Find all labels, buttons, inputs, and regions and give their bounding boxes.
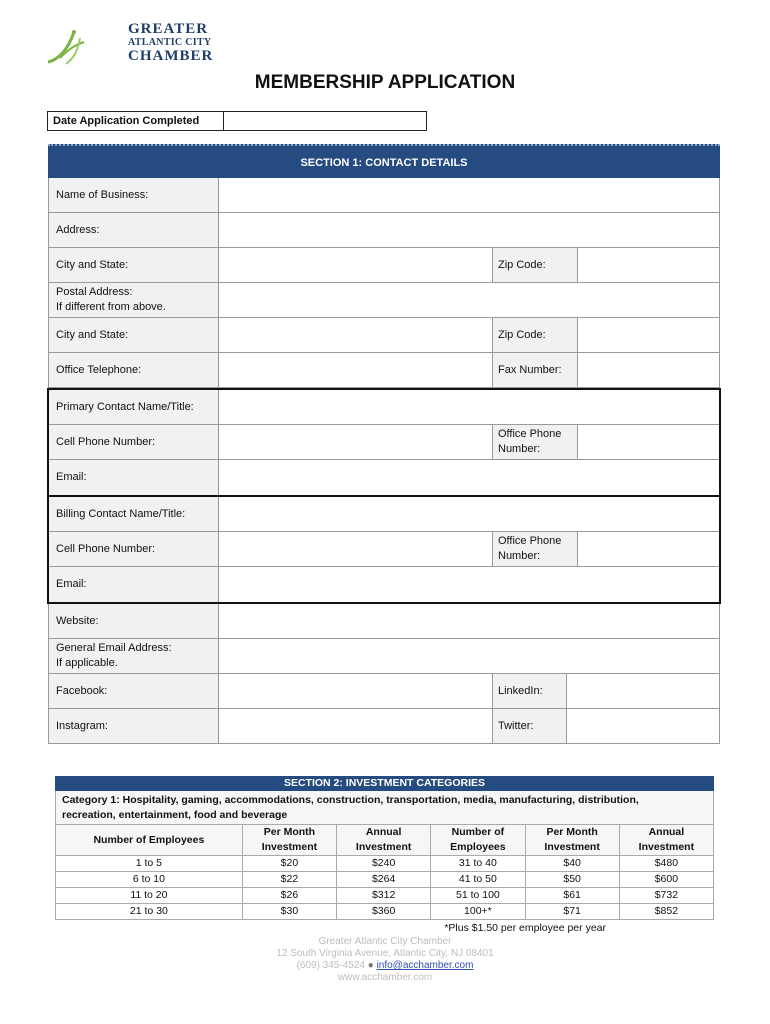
city-state-row — [48, 248, 720, 283]
zip-code-label: Zip Code: — [492, 248, 578, 282]
billing-email-label: Email: — [49, 567, 219, 602]
investment-table — [55, 824, 714, 920]
footer-website[interactable]: www.acchamber.com — [337, 972, 433, 983]
header-annual-2: Annual Investment — [619, 825, 713, 856]
billing-cell-input[interactable] — [219, 532, 492, 566]
chamber-logo — [44, 22, 214, 68]
instagram-row — [48, 709, 720, 744]
facebook-input[interactable] — [219, 674, 492, 708]
cell-annual: $312 — [337, 888, 431, 904]
cell-annual-2: $852 — [619, 904, 713, 920]
fax-number-input[interactable] — [578, 353, 719, 387]
investment-header-row — [56, 825, 714, 856]
header-number-of-employees: Number of Employees — [431, 825, 525, 856]
general-email-row — [48, 639, 720, 674]
primary-contact-row — [49, 390, 719, 425]
linkedin-input[interactable] — [567, 674, 719, 708]
cell-employees: 21 to 30 — [56, 904, 243, 920]
table-row — [56, 872, 714, 888]
investment-note: *Plus $1.50 per employee per year — [444, 922, 606, 934]
twitter-input[interactable] — [567, 709, 719, 743]
general-email-line1: General Email Address: — [56, 642, 172, 654]
billing-cell-label: Cell Phone Number: — [49, 532, 219, 566]
footer-phone: (609) 345-4524 — [296, 960, 365, 971]
cell-month: $20 — [242, 856, 336, 872]
section1-heading: SECTION 1: CONTACT DETAILS — [48, 144, 720, 178]
office-telephone-label: Office Telephone: — [49, 353, 219, 387]
cell-employees: 11 to 20 — [56, 888, 243, 904]
date-completed-label: Date Application Completed — [48, 112, 224, 130]
logo-text — [128, 22, 213, 64]
cell-employees-2: 41 to 50 — [431, 872, 525, 888]
fax-number-label: Fax Number: — [492, 353, 578, 387]
billing-office-phone-line2: Number: — [498, 550, 541, 562]
postal-zip-code-label: Zip Code: — [492, 318, 578, 352]
cell-annual-2: $732 — [619, 888, 713, 904]
cell-month: $22 — [242, 872, 336, 888]
postal-city-state-label: City and State: — [49, 318, 219, 352]
primary-email-input[interactable] — [219, 460, 719, 495]
office-telephone-input[interactable] — [219, 353, 492, 387]
cell-month-2: $61 — [525, 888, 619, 904]
primary-cell-label: Cell Phone Number: — [49, 425, 219, 459]
business-name-input[interactable] — [219, 178, 719, 212]
postal-address-label-line2: If different from above. — [56, 301, 166, 313]
cell-month-2: $40 — [525, 856, 619, 872]
category-line2: recreation, entertainment, food and beverage — [62, 809, 288, 821]
primary-contact-input[interactable] — [219, 390, 719, 424]
section2-heading: SECTION 2: INVESTMENT CATEGORIES — [55, 776, 714, 791]
billing-contact-label: Billing Contact Name/Title: — [49, 497, 219, 531]
logo-line-3: CHAMBER — [128, 48, 214, 64]
table-row — [56, 856, 714, 872]
billing-office-phone-input[interactable] — [578, 532, 719, 566]
primary-contact-label: Primary Contact Name/Title: — [49, 390, 219, 424]
table-row — [56, 904, 714, 920]
date-completed-input[interactable] — [224, 112, 426, 130]
billing-cell-row — [49, 532, 719, 567]
footer-email-link[interactable]: info@acchamber.com — [376, 960, 474, 971]
footer — [0, 936, 770, 984]
cell-month-2: $71 — [525, 904, 619, 920]
table-row — [56, 888, 714, 904]
cell-annual-2: $600 — [619, 872, 713, 888]
primary-contact-block — [47, 388, 721, 497]
cell-annual: $240 — [337, 856, 431, 872]
linkedin-label: LinkedIn: — [492, 674, 567, 708]
business-name-row — [48, 178, 720, 213]
cell-annual-2: $480 — [619, 856, 713, 872]
footer-contact-line — [0, 960, 770, 972]
billing-contact-block — [47, 497, 721, 604]
instagram-label: Instagram: — [49, 709, 219, 743]
postal-address-input[interactable] — [219, 283, 719, 317]
general-email-line2: If applicable. — [56, 657, 118, 669]
logo-line-2: ATLANTIC CITY — [128, 37, 212, 48]
postal-city-state-input[interactable] — [219, 318, 492, 352]
twitter-label: Twitter: — [492, 709, 567, 743]
primary-office-phone-input[interactable] — [578, 425, 719, 459]
primary-email-label: Email: — [49, 460, 219, 495]
cell-month-2: $50 — [525, 872, 619, 888]
website-label: Website: — [49, 604, 219, 638]
general-email-label — [49, 639, 219, 673]
footer-address: 12 South Virginia Avenue, Atlantic City, NJ 08401 — [276, 948, 494, 959]
cell-month: $30 — [242, 904, 336, 920]
cell-annual: $264 — [337, 872, 431, 888]
facebook-label: Facebook: — [49, 674, 219, 708]
primary-office-phone-line2: Number: — [498, 443, 541, 455]
bullet-icon: ● — [367, 960, 374, 971]
postal-address-row — [48, 283, 720, 318]
footer-org-name: Greater Atlantic City Chamber — [318, 936, 452, 947]
investment-section — [55, 776, 714, 934]
header-annual: Annual Investment — [337, 825, 431, 856]
primary-office-phone-label — [492, 425, 578, 459]
website-row — [48, 604, 720, 639]
city-state-input[interactable] — [219, 248, 492, 282]
billing-email-input[interactable] — [219, 567, 719, 602]
contact-details-form — [48, 144, 720, 744]
postal-address-label — [49, 283, 219, 317]
postal-address-label-line1: Postal Address: — [56, 286, 133, 298]
primary-email-row — [49, 460, 719, 495]
primary-office-phone-line1: Office Phone — [498, 428, 562, 440]
logo-swoosh-icon — [44, 24, 88, 68]
cell-annual: $360 — [337, 904, 431, 920]
address-label: Address: — [49, 213, 219, 247]
zip-code-input[interactable] — [578, 248, 719, 282]
category-description — [55, 791, 714, 824]
cell-employees-2: 31 to 40 — [431, 856, 525, 872]
facebook-row — [48, 674, 720, 709]
postal-city-state-row — [48, 318, 720, 353]
city-state-label: City and State: — [49, 248, 219, 282]
header-employees: Number of Employees — [56, 825, 243, 856]
date-completed-row — [47, 111, 427, 131]
billing-office-phone-label — [492, 532, 578, 566]
address-row — [48, 213, 720, 248]
primary-cell-row — [49, 425, 719, 460]
primary-cell-input[interactable] — [219, 425, 492, 459]
category-line1: Category 1: Hospitality, gaming, accommodations, construction, transportation, media, manufacturing, distribution, — [62, 794, 639, 806]
office-telephone-row — [48, 353, 720, 388]
header-per-month: Per Month Investment — [242, 825, 336, 856]
general-email-input[interactable] — [219, 639, 719, 673]
business-name-label: Name of Business: — [49, 178, 219, 212]
cell-employees-2: 100+* — [431, 904, 525, 920]
postal-zip-code-input[interactable] — [578, 318, 719, 352]
billing-office-phone-line1: Office Phone — [498, 535, 562, 547]
billing-contact-row — [49, 497, 719, 532]
cell-employees-2: 51 to 100 — [431, 888, 525, 904]
billing-email-row — [49, 567, 719, 602]
billing-contact-input[interactable] — [219, 497, 719, 531]
website-input[interactable] — [219, 604, 719, 638]
cell-employees: 6 to 10 — [56, 872, 243, 888]
cell-employees: 1 to 5 — [56, 856, 243, 872]
instagram-input[interactable] — [219, 709, 492, 743]
cell-month: $26 — [242, 888, 336, 904]
page-title: MEMBERSHIP APPLICATION — [254, 72, 516, 93]
header-per-month-2: Per Month Investment — [525, 825, 619, 856]
address-input[interactable] — [219, 213, 719, 247]
logo-line-1: GREATER — [128, 21, 209, 37]
